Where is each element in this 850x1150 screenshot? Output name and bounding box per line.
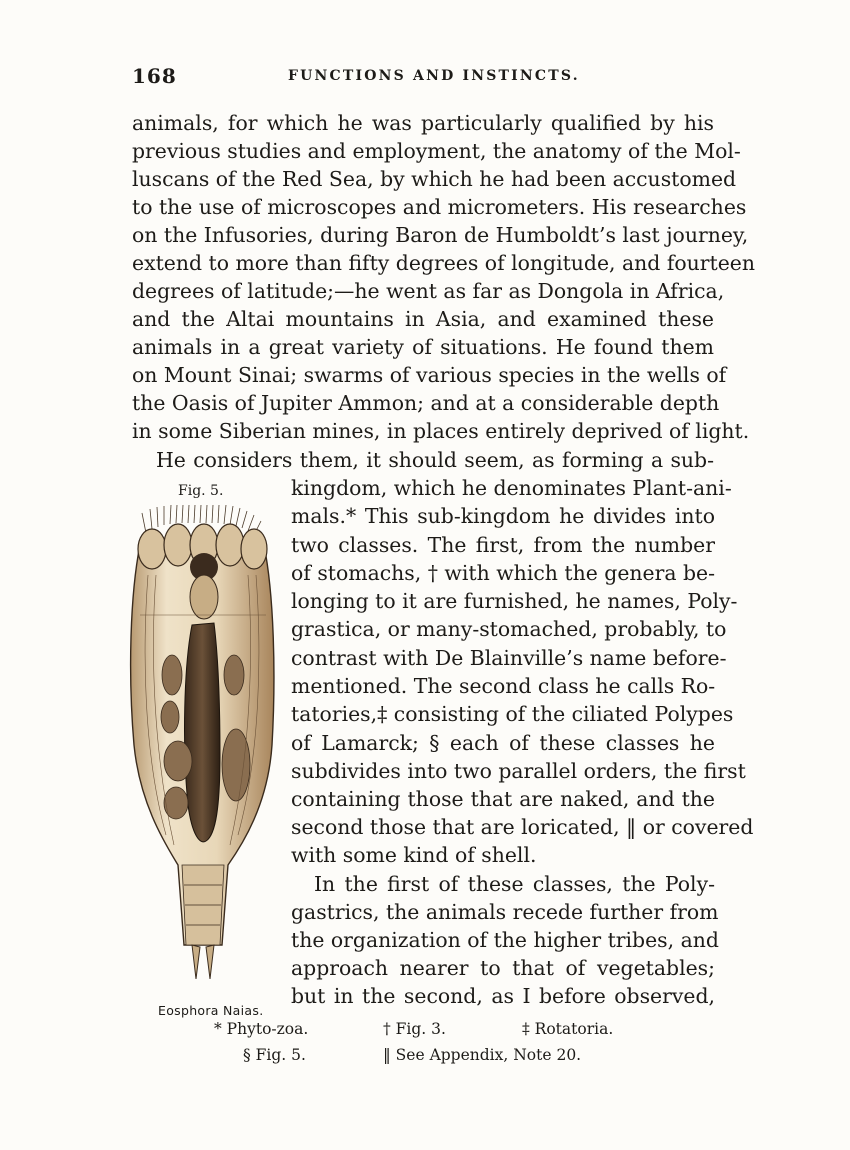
page-number: 168 (132, 64, 177, 88)
text-line: subdivides into two parallel orders, the first (291, 759, 746, 783)
footnote: ‖ See Appendix, Note 20. (383, 1046, 582, 1064)
text-line: animals in a great variety of situations. He found them (132, 335, 714, 359)
running-head: FUNCTIONS AND INSTINCTS. (288, 68, 580, 84)
text-line: luscans of the Red Sea, by which he had been accustomed (132, 167, 737, 191)
footnote: * Phyto-zoa. (214, 1020, 309, 1038)
text-line: grastica, or many-stomached, probably, to (291, 617, 727, 641)
footnote: § Fig. 5. (243, 1046, 306, 1064)
text-line: and the Altai mountains in Asia, and examined these (132, 307, 714, 331)
footnote: ‡ Rotatoria. (522, 1020, 614, 1038)
rotifer-figure (126, 505, 280, 995)
text-line: of Lamarck; § each of these classes he (291, 731, 715, 755)
figure-label: Fig. 5. (178, 483, 224, 499)
text-line: on Mount Sinai; swarms of various species in the wells of (132, 363, 727, 387)
text-line: second those that are loricated, ‖ or covered (291, 815, 754, 839)
figure-caption: Eosphora Naias. (158, 1003, 264, 1018)
paragraph-start-line: He considers them, it should seem, as forming a sub- (156, 448, 714, 472)
text-line: to the use of microscopes and micrometers. His researches (132, 195, 747, 219)
text-line: mentioned. The second class he calls Ro- (291, 674, 716, 698)
text-line: tatories,‡ consisting of the ciliated Polypes (291, 702, 734, 726)
text-line: gastrics, the animals recede further from (291, 900, 719, 924)
text-line: in some Siberian mines, in places entirely deprived of light. (132, 419, 750, 443)
text-line: extend to more than fifty degrees of longitude, and fourteen (132, 251, 755, 275)
text-line: the Oasis of Jupiter Ammon; and at a considerable depth (132, 391, 720, 415)
text-line: the organization of the higher tribes, and (291, 928, 719, 952)
text-line: approach nearer to that of vegetables; (291, 956, 715, 980)
paragraph-start-line: In the first of these classes, the Poly- (314, 872, 715, 896)
text-line: kingdom, which he denominates Plant-ani- (291, 476, 732, 500)
text-line: containing those that are naked, and the (291, 787, 715, 811)
text-line: two classes. The first, from the number (291, 533, 715, 557)
text-line: degrees of latitude;—he went as far as Dongola in Africa, (132, 279, 725, 303)
text-line: longing to it are furnished, he names, Poly- (291, 589, 738, 613)
text-line: animals, for which he was particularly qualified by his (132, 111, 714, 135)
rotifer-engraving-icon (126, 505, 280, 995)
text-line: previous studies and employment, the anatomy of the Mol- (132, 139, 741, 163)
text-line: on the Infusories, during Baron de Humboldt’s last journey, (132, 223, 749, 247)
text-line: but in the second, as I before observed, (291, 984, 715, 1008)
text-line: mals.* This sub-kingdom he divides into (291, 504, 715, 528)
text-line: of stomachs, † with which the genera be- (291, 561, 715, 585)
text-line: with some kind of shell. (291, 843, 537, 867)
footnote: † Fig. 3. (383, 1020, 446, 1038)
text-line: contrast with De Blainville’s name before- (291, 646, 727, 670)
